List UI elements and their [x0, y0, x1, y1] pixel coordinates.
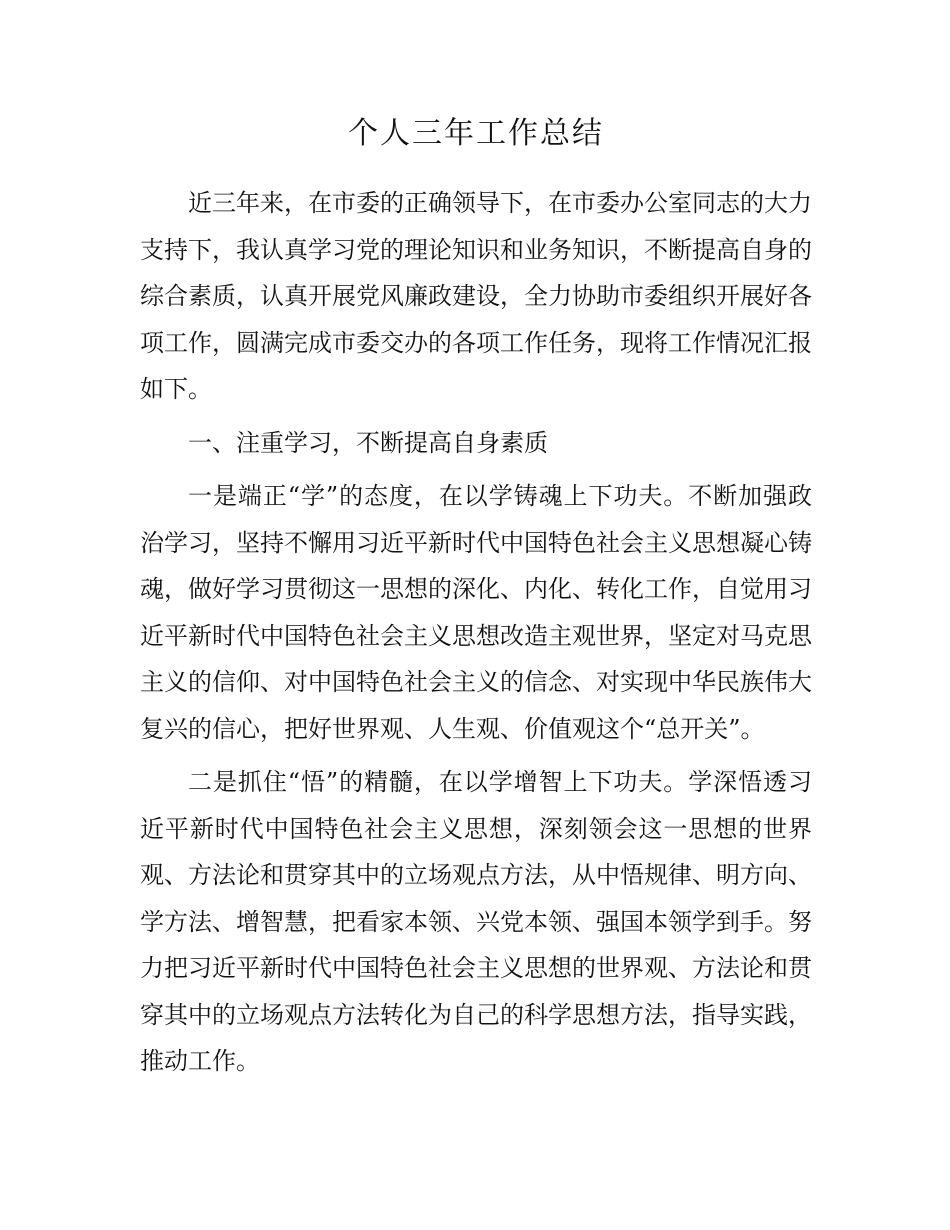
document-page — [140, 112, 812, 1085]
paragraph-study-essence: 二是抓住“悟”的精髓，在以学增智上下功夫。学深悟透习近平新时代中国特色社会主义思想，深刻领会这一思想的世界观、方法论和贯穿其中的立场观点方法，从中悟规律、明方向、学方法、增智慧，把看家本领、兴党本领、强国本领学到手。努力把习近平新时代中国特色社会主义思想的世界观、方法论和贯穿其中的立场观点方法转化为自己的科学思想方法，指导实践，推动工作。 — [140, 768, 812, 1075]
intro-paragraph: 近三年来，在市委的正确领导下，在市委办公室同志的大力支持下，我认真学习党的理论知识和业务知识，不断提高自身的综合素质，认真开展党风廉政建设，全力协助市委组织开展好各项工作，圆满完成市委交办的各项工作任务，现将工作情况汇报如下。 — [140, 189, 812, 403]
document-title: 个人三年工作总结 — [348, 116, 604, 151]
section-heading-1: 一、注重学习，不断提高自身素质 — [188, 428, 548, 457]
paragraph-study-attitude: 一是端正“学”的态度，在以学铸魂上下功夫。不断加强政治学习，坚持不懈用习近平新时代中国特色社会主义思想凝心铸魂，做好学习贯彻这一思想的深化、内化、转化工作，自觉用习近平新时代中国特色社会主义思想改造主观世界，坚定对马克思主义的信仰、对中国特色社会主义的信念、对实现中华民族伟大复兴的信心，把好世界观、人生观、价值观这个“总开关”。 — [140, 482, 812, 743]
